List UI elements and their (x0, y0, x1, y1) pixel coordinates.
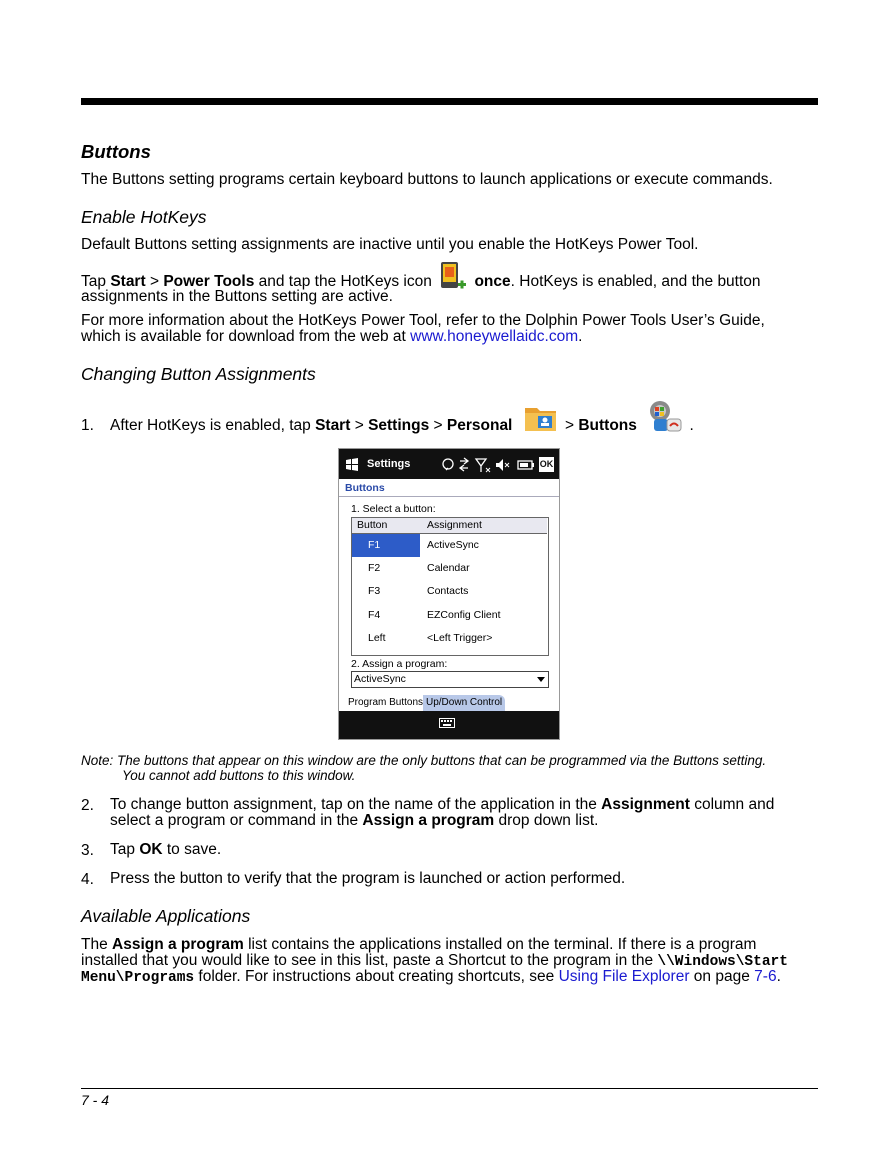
enable-p1: Default Buttons setting assignments are inactive until you enable the HotKeys Power Tool. (81, 236, 699, 253)
step4-text: Press the button to verify that the program is launched or action performed. (110, 870, 626, 887)
assignment-cell[interactable]: EZConfig Client (427, 609, 501, 621)
table-row[interactable] (352, 557, 548, 580)
button-cell[interactable]: F1 (352, 534, 420, 557)
text: > (429, 417, 447, 435)
text: and tap the HotKeys icon (254, 273, 437, 291)
bottom-rule (81, 1088, 818, 1089)
step3-text (110, 842, 221, 858)
text: . (689, 417, 694, 435)
text: folder. For instructions about creating shortcuts, see (194, 968, 559, 985)
changing-heading: Changing Button Assignments (81, 364, 316, 384)
ok-label: OK (139, 841, 163, 858)
device-titlebar (339, 449, 559, 479)
text: . HotKeys is enabled, and the button (510, 273, 761, 291)
text: on page (689, 968, 755, 985)
device-title: Settings (367, 458, 411, 470)
text: to save. (162, 841, 222, 858)
select-button-label: 1. Select a button: (351, 503, 436, 515)
note-line2: You cannot add buttons to this window. (122, 768, 356, 783)
page-number: 7 - 4 (81, 1092, 110, 1108)
dropdown-value: ActiveSync (354, 673, 406, 685)
step4-number: 4. (81, 871, 94, 888)
table-row[interactable] (352, 604, 548, 627)
step3-number: 3. (81, 842, 94, 859)
tab-program-buttons[interactable]: Program Buttons (345, 695, 426, 711)
note-line1: Note: The buttons that appear on this window are the only buttons that can be programmed via the Buttons setting. (81, 753, 767, 768)
text: . (776, 968, 781, 985)
device-page-header: Buttons (345, 482, 385, 494)
hotkeys-icon (436, 273, 470, 291)
step1-text (110, 417, 694, 435)
column-header-assignment[interactable]: Assignment (423, 518, 547, 534)
text: To change button assignment, tap on the name of the application in the (110, 796, 602, 813)
buttons-settings-icon (641, 417, 685, 435)
text: which is available for download from the web at (81, 328, 411, 345)
text: select a program or command in the (110, 812, 363, 829)
personal-label: Personal (446, 417, 513, 435)
page-link[interactable]: 7-6 (754, 968, 777, 985)
assign-program-bold: Assign a program (112, 936, 244, 953)
status-icons (442, 457, 554, 473)
assign-program-dropdown[interactable] (351, 671, 549, 688)
table-row[interactable] (352, 627, 548, 650)
text: Tap (81, 273, 111, 291)
step1-number: 1. (81, 417, 94, 434)
settings-label: Settings (368, 417, 430, 435)
assignment-label: Assignment (601, 796, 690, 813)
button-cell[interactable]: F3 (368, 585, 381, 597)
start-label: Start (315, 417, 351, 435)
text: > (145, 273, 164, 291)
path-text: \\Windows\Start (657, 954, 788, 970)
keyboard-icon[interactable] (439, 718, 455, 728)
assignment-cell[interactable]: Contacts (427, 585, 469, 597)
step2-line1 (110, 797, 774, 813)
text: > (565, 417, 579, 435)
step2-line2 (110, 813, 598, 829)
text: > (350, 417, 369, 435)
tab-up-down-control[interactable]: Up/Down Control (423, 695, 505, 711)
available-line1 (81, 937, 756, 953)
assignment-cell[interactable]: Calendar (427, 562, 470, 574)
ok-button[interactable]: OK (539, 457, 554, 472)
step2-number: 2. (81, 797, 94, 814)
available-heading: Available Applications (81, 906, 251, 926)
text: Tap (110, 841, 140, 858)
column-header-button[interactable]: Button (352, 518, 428, 534)
intro-text: The Buttons setting programs certain keyboard buttons to launch applications or execute commands. (81, 171, 773, 188)
start-label: Start (110, 273, 146, 291)
text: The (81, 936, 113, 953)
enable-p2-line2: assignments in the Buttons setting are active. (81, 288, 393, 305)
enable-hotkeys-heading: Enable HotKeys (81, 207, 207, 227)
enable-p3-line2 (81, 329, 582, 345)
honeywell-link[interactable]: www.honeywellaidc.com (410, 328, 579, 345)
section-title: Buttons (81, 141, 151, 162)
table-row[interactable] (352, 580, 548, 603)
assignment-cell[interactable]: <Left Trigger> (427, 632, 493, 644)
table-row[interactable] (352, 534, 548, 557)
once-label: once (474, 273, 511, 291)
power-tools-label: Power Tools (163, 273, 255, 291)
text: . (578, 328, 583, 345)
device-screenshot (338, 448, 560, 740)
device-tabs (339, 695, 559, 711)
windows-start-icon[interactable] (345, 457, 359, 471)
button-assignment-table (351, 517, 549, 656)
button-cell[interactable]: F2 (368, 562, 381, 574)
text: drop down list. (494, 812, 599, 829)
text: installed that you would like to see in this list, paste a Shortcut to the program in the (81, 952, 658, 969)
path-text: Menu\Programs (81, 970, 195, 986)
button-cell[interactable]: F4 (368, 609, 381, 621)
text: list contains the applications installed on the terminal. If there is a program (243, 936, 757, 953)
buttons-label: Buttons (578, 417, 637, 435)
available-line3 (81, 969, 781, 986)
top-rule (81, 98, 818, 105)
assignment-cell[interactable]: ActiveSync (427, 539, 479, 551)
file-explorer-link[interactable]: Using File Explorer (558, 968, 690, 985)
button-cell[interactable]: Left (368, 632, 386, 644)
text: column and (689, 796, 775, 813)
dropdown-arrow-icon[interactable] (537, 677, 545, 682)
divider (339, 496, 559, 497)
enable-p3-line1: For more information about the HotKeys Power Tool, refer to the Dolphin Power Tools User’s Guide, (81, 312, 765, 329)
text: After HotKeys is enabled, tap (110, 417, 316, 435)
device-bottom-bar (339, 711, 559, 739)
assign-program-label: 2. Assign a program: (351, 658, 448, 670)
personal-folder-icon (517, 417, 561, 435)
assign-program-bold: Assign a program (362, 812, 495, 829)
